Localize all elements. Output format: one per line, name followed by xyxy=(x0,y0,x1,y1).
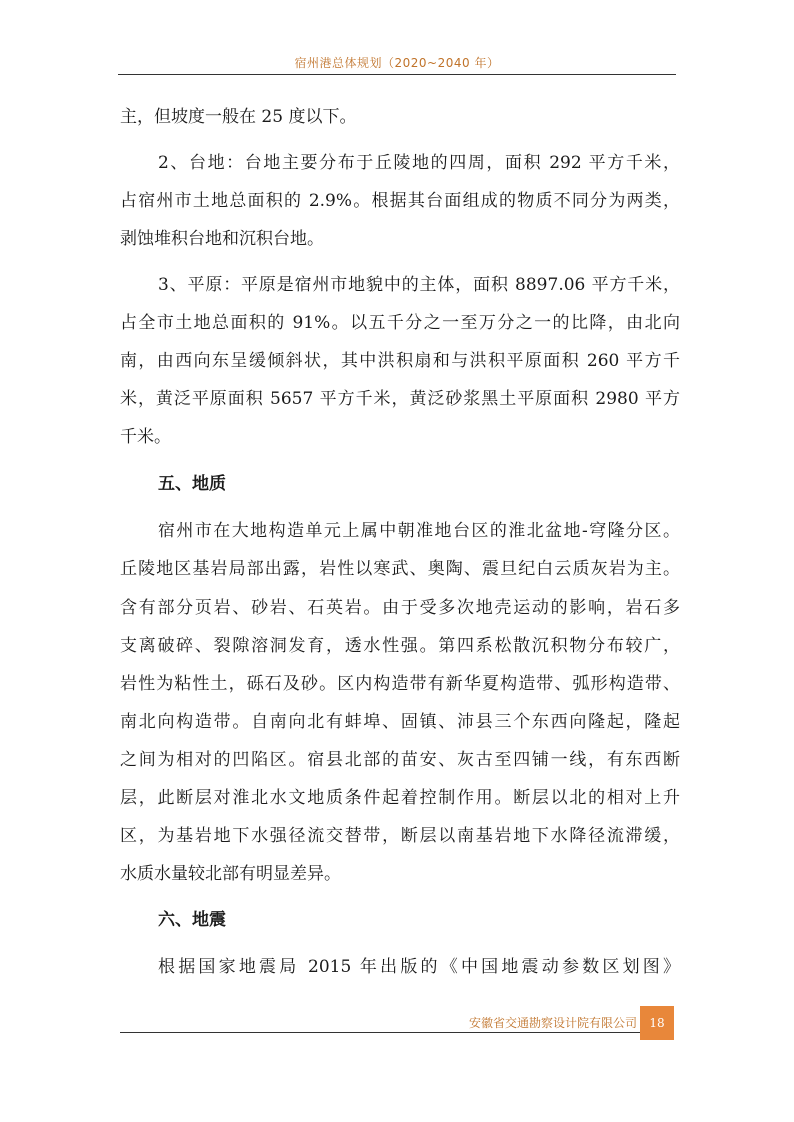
paragraph-line: 主，但坡度一般在 25 度以下。 xyxy=(120,107,357,127)
section-heading-geology: 五、地质 xyxy=(158,474,226,494)
paragraph-line: 宿州市在大地构造单元上属中朝准地台区的淮北盆地-穹隆分区。 xyxy=(158,521,680,541)
paragraph-line: 千米。 xyxy=(120,427,171,447)
paragraph-line: 含有部分页岩、砂岩、石英岩。由于受多次地壳运动的影响，岩石多 xyxy=(120,598,680,618)
section-heading-earthquake: 六、地震 xyxy=(158,910,226,930)
paragraph-line: 支离破碎、裂隙溶洞发育，透水性强。第四系松散沉积物分布较广， xyxy=(120,636,680,656)
footer-rule xyxy=(120,1032,640,1033)
paragraph-line: 3、平原：平原是宿州市地貌中的主体，面积 8897.06 平方千米， xyxy=(158,275,680,295)
paragraph-line: 岩性为粘性土，砾石及砂。区内构造带有新华夏构造带、弧形构造带、 xyxy=(120,674,680,694)
paragraph-line: 南北向构造带。自南向北有蚌埠、固镇、沛县三个东西向隆起，隆起 xyxy=(120,712,680,732)
paragraph-line: 丘陵地区基岩局部出露，岩性以寒武、奥陶、震旦纪白云质灰岩为主。 xyxy=(120,559,680,579)
paragraph-line: 水质水量较北部有明显差异。 xyxy=(120,864,341,884)
paragraph-line: 之间为相对的凹陷区。宿县北部的苗安、灰古至四铺一线，有东西断 xyxy=(120,750,680,770)
paragraph-line: 区，为基岩地下水强径流交替带，断层以南基岩地下水降径流滞缓， xyxy=(120,826,680,846)
footer-organization: 安徽省交通勘察设计院有限公司 xyxy=(468,1016,637,1030)
paragraph-line: 南，由西向东呈缓倾斜状，其中洪积扇和与洪积平原面积 260 平方千 xyxy=(120,351,680,371)
running-header-title: 宿州港总体规划（2020~2040 年） xyxy=(294,56,500,70)
paragraph-line: 剥蚀堆积台地和沉积台地。 xyxy=(120,229,324,249)
paragraph-line: 根据国家地震局 2015 年出版的《中国地震动参数区划图》 xyxy=(158,957,680,977)
paragraph-line: 占全市土地总面积的 91%。以五千分之一至万分之一的比降，由北向 xyxy=(120,313,680,333)
paragraph-line: 2、台地：台地主要分布于丘陵地的四周，面积 292 平方千米， xyxy=(158,153,680,173)
page-number-badge: 18 xyxy=(640,1006,674,1040)
paragraph-line: 米，黄泛平原面积 5657 平方千米，黄泛砂浆黑土平原面积 2980 平方 xyxy=(120,389,680,409)
paragraph-line: 层，此断层对淮北水文地质条件起着控制作用。断层以北的相对上升 xyxy=(120,788,680,808)
paragraph-line: 占宿州市土地总面积的 2.9%。根据其台面组成的物质不同分为两类， xyxy=(120,191,680,211)
